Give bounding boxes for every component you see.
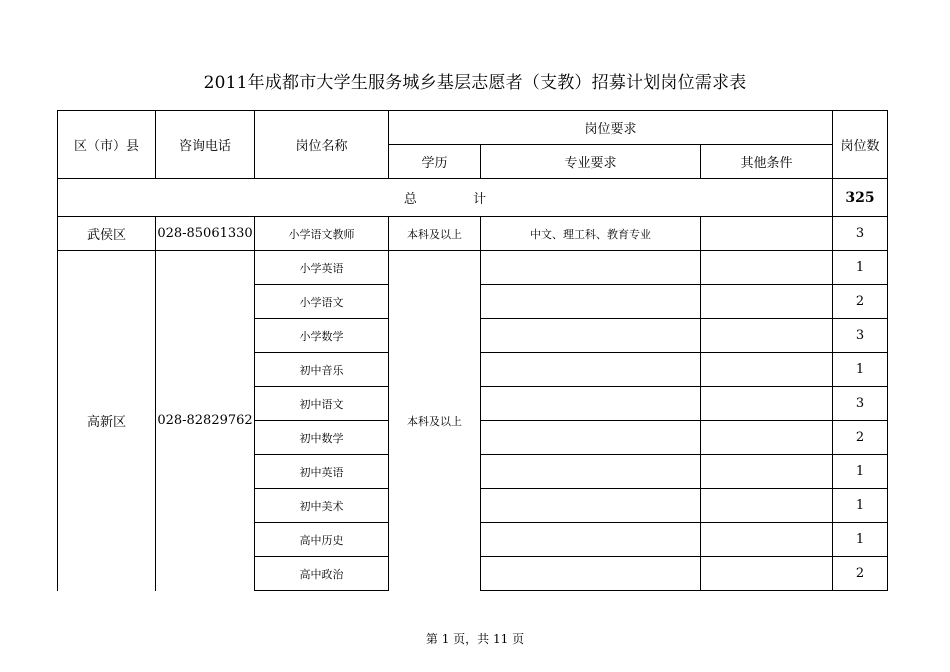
other-cell <box>701 489 833 523</box>
position-cell: 小学数学 <box>255 319 389 353</box>
total-row <box>58 179 888 217</box>
major-cell <box>481 455 701 489</box>
other-cell <box>701 455 833 489</box>
education-cell: 本科及以上 <box>389 251 481 591</box>
other-cell <box>701 319 833 353</box>
header-row-1 <box>58 111 888 145</box>
other-cell <box>701 353 833 387</box>
phone-cell: 028-85061330 <box>156 217 255 251</box>
count-cell: 3 <box>833 319 888 353</box>
other-cell <box>701 421 833 455</box>
count-cell: 3 <box>833 217 888 251</box>
page-number: 第 1 页，共 11 页 <box>425 632 525 646</box>
position-cell: 小学语文教师 <box>255 217 389 251</box>
total-value: 325 <box>833 179 888 217</box>
phone-cell: 028-82829762 <box>156 251 255 591</box>
table-row <box>58 217 888 251</box>
header-count: 岗位数 <box>833 111 888 179</box>
position-cell: 高中历史 <box>255 523 389 557</box>
total-label-1: 总 <box>403 192 417 207</box>
count-cell: 1 <box>833 353 888 387</box>
other-cell <box>701 523 833 557</box>
district-cell: 高新区 <box>58 251 156 591</box>
header-major: 专业要求 <box>481 145 701 179</box>
major-cell <box>481 251 701 285</box>
position-cell: 初中音乐 <box>255 353 389 387</box>
recruitment-table <box>57 110 888 591</box>
position-cell: 初中美术 <box>255 489 389 523</box>
major-cell <box>481 421 701 455</box>
count-cell: 1 <box>833 251 888 285</box>
position-cell: 小学语文 <box>255 285 389 319</box>
position-cell: 初中英语 <box>255 455 389 489</box>
header-requirements: 岗位要求 <box>389 111 833 145</box>
count-cell: 1 <box>833 489 888 523</box>
header-other: 其他条件 <box>701 145 833 179</box>
major-cell: 中文、理工科、教育专业 <box>481 217 701 251</box>
position-cell: 小学英语 <box>255 251 389 285</box>
major-cell <box>481 285 701 319</box>
position-cell: 高中政治 <box>255 557 389 591</box>
other-cell <box>701 251 833 285</box>
position-cell: 初中数学 <box>255 421 389 455</box>
other-cell <box>701 217 833 251</box>
header-phone: 咨询电话 <box>156 111 255 179</box>
header-position: 岗位名称 <box>255 111 389 179</box>
count-cell: 2 <box>833 557 888 591</box>
education-cell: 本科及以上 <box>389 217 481 251</box>
count-cell: 1 <box>833 523 888 557</box>
major-cell <box>481 319 701 353</box>
other-cell <box>701 557 833 591</box>
major-cell <box>481 557 701 591</box>
count-cell: 2 <box>833 285 888 319</box>
total-label <box>58 179 833 217</box>
major-cell <box>481 523 701 557</box>
district-cell: 武侯区 <box>58 217 156 251</box>
count-cell: 1 <box>833 455 888 489</box>
header-district: 区（市）县 <box>58 111 156 179</box>
other-cell <box>701 285 833 319</box>
position-cell: 初中语文 <box>255 387 389 421</box>
table-row <box>58 251 888 285</box>
count-cell: 3 <box>833 387 888 421</box>
page-title: 2011年成都市大学生服务城乡基层志愿者（支教）招募计划岗位需求表 <box>203 73 747 93</box>
count-cell: 2 <box>833 421 888 455</box>
major-cell <box>481 387 701 421</box>
major-cell <box>481 489 701 523</box>
total-label-2: 计 <box>473 192 487 207</box>
other-cell <box>701 387 833 421</box>
header-education: 学历 <box>389 145 481 179</box>
major-cell <box>481 353 701 387</box>
